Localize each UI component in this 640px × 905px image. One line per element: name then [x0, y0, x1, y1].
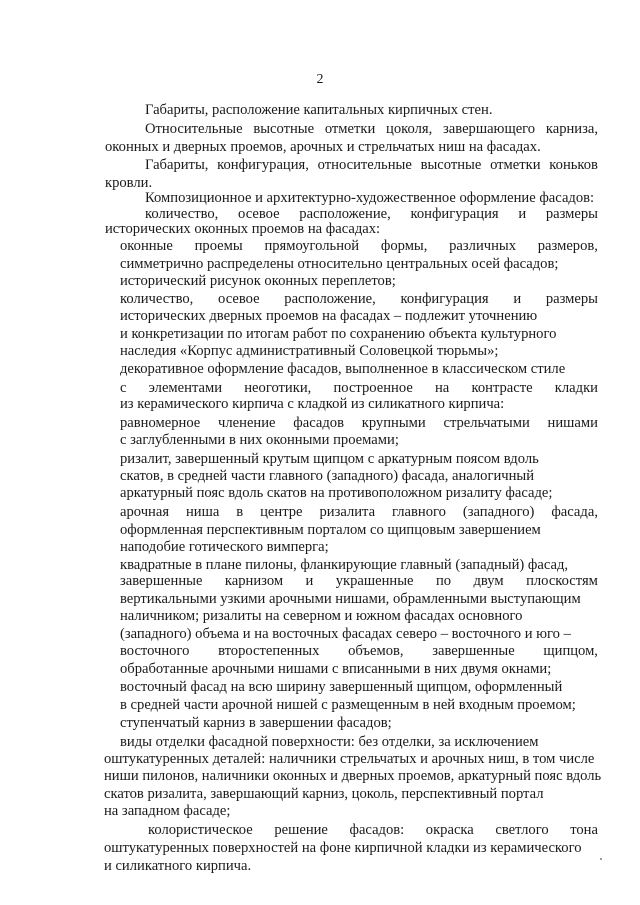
- text-line: ступенчатый карниз в завершении фасадов;: [120, 715, 392, 731]
- text-line: и силикатного кирпича.: [104, 858, 252, 874]
- text-line: виды отделки фасадной поверхности: без отделки, за исключением: [120, 734, 539, 750]
- text-line: исторический рисунок оконных переплетов;: [120, 273, 396, 289]
- text-line: оформленная перспективным порталом со щипцовым завершением: [120, 522, 541, 538]
- text-line: арочная ниша в центре ризалита главного (западного) фасада,: [120, 504, 598, 520]
- text-line: вертикальными узкими арочными нишами, обрамленными выступающим: [120, 591, 581, 607]
- text-line: с заглубленными в них оконными проемами;: [120, 432, 399, 448]
- text-line: оконных и дверных проемов, арочных и стрельчатых ниш на фасадах.: [105, 139, 541, 155]
- text-line: равномерное членение фасадов крупными стрельчатыми нишами: [120, 415, 598, 431]
- text-line: обработанные арочными нишами с вписанными в них двумя окнами;: [120, 661, 552, 677]
- text-line: на западном фасаде;: [104, 803, 231, 819]
- text-line: колористическое решение фасадов: окраска светлого тона: [148, 822, 598, 838]
- text-line: квадратные в плане пилоны, фланкирующие главный (западный) фасад,: [120, 557, 569, 573]
- text-line: исторических оконных проемов на фасадах:: [105, 221, 381, 237]
- text-line: с элементами неоготики, построенное на контрасте кладки: [120, 380, 598, 396]
- scan-speck: [600, 858, 602, 860]
- text-line: наличником; ризалиты на северном и южном фасадах основного: [120, 608, 523, 624]
- text-line: кровли.: [105, 175, 153, 191]
- text-line: оштукатуренных поверхностей на фоне кирпичной кладки из керамического: [104, 840, 582, 856]
- text-line: наследия «Корпус административный Соловецкой тюрьмы»;: [120, 343, 499, 359]
- text-line: в средней части арочной нишей с размещенным в ней входным проемом;: [120, 697, 576, 713]
- text-line: восточного второстепенных объемов, завершенные щипцом,: [120, 643, 598, 659]
- text-line: Габариты, конфигурация, относительные высотные отметки коньков: [145, 157, 598, 173]
- text-line: декоративное оформление фасадов, выполненное в классическом стиле: [120, 361, 566, 377]
- text-line: восточный фасад на всю ширину завершенный щипцом, оформленный: [120, 679, 563, 695]
- text-line: аркатурный пояс вдоль скатов на противоположном ризалиту фасаде;: [120, 485, 553, 501]
- text-line: завершенные карнизом и украшенные по двум плоскостям: [120, 573, 598, 589]
- text-line: оконные проемы прямоугольной формы, различных размеров,: [120, 238, 598, 254]
- text-line: из керамического кирпича с кладкой из силикатного кирпича:: [120, 396, 505, 412]
- text-line: количество, осевое расположение, конфигурация и размеры: [145, 206, 598, 222]
- text-line: скатов ризалита, завершающий карниз, цоколь, перспективный портал: [104, 786, 544, 802]
- text-line: ризалит, завершенный крутым щипцом с аркатурным поясом вдоль: [120, 451, 539, 467]
- page-number: 2: [316, 72, 324, 87]
- text-line: Композиционное и архитектурно-художественное оформление фасадов:: [145, 190, 595, 206]
- text-line: оштукатуренных деталей: наличники стрельчатых и арочных ниш, в том числе: [104, 751, 595, 767]
- text-line: исторических дверных проемов на фасадах – подлежит уточнению: [120, 308, 538, 324]
- text-line: и конкретизации по итогам работ по сохранению объекта культурного: [120, 326, 557, 342]
- text-line: количество, осевое расположение, конфигурация и размеры: [120, 291, 598, 307]
- text-line: симметрично распределены относительно центральных осей фасадов;: [120, 256, 559, 272]
- text-line: Габариты, расположение капитальных кирпичных стен.: [145, 102, 493, 118]
- text-line: наподобие готического вимперга;: [120, 539, 329, 555]
- text-line: Относительные высотные отметки цоколя, завершающего карниза,: [145, 121, 598, 137]
- text-line: скатов, в средней части главного (западного) фасада, аналогичный: [120, 468, 535, 484]
- text-line: ниши пилонов, наличники оконных и дверных проемов, аркатурный пояс вдоль: [104, 768, 602, 784]
- text-line: (западного) объема и на восточных фасадах северо – восточного и юго –: [120, 626, 571, 642]
